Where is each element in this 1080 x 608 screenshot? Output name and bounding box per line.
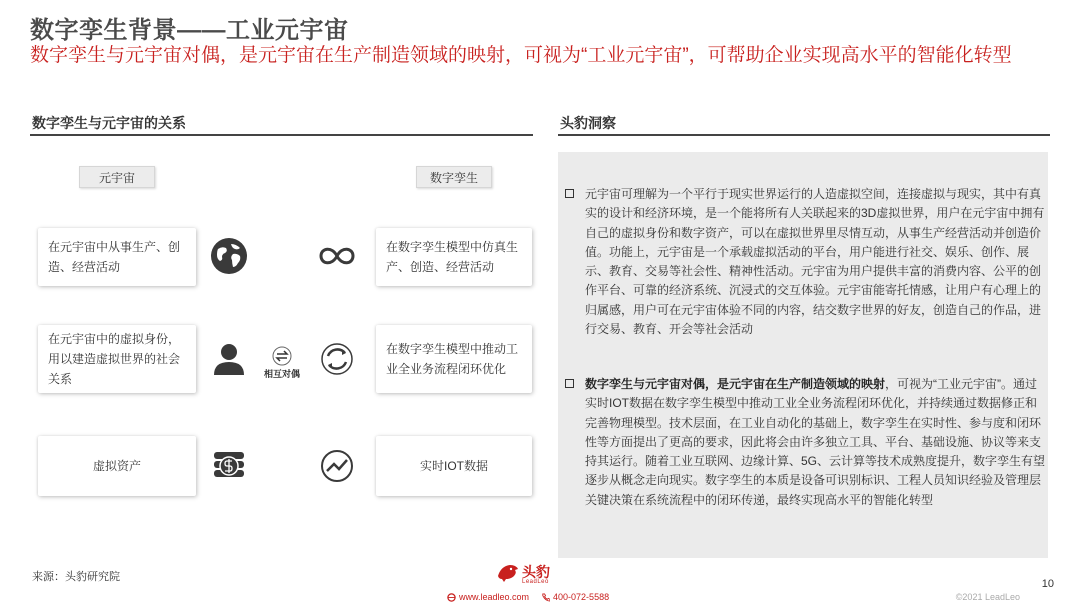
bullet-text — [565, 375, 1048, 510]
copyright: ©2021 LeadLeo — [955, 592, 1020, 602]
brand-subname: LeadLeo — [522, 579, 549, 585]
insight-bullet-digital-twin — [565, 375, 1048, 510]
insight-section-header: 头豹洞察 — [560, 115, 616, 131]
metaverse-card-identity — [38, 325, 196, 393]
website-link[interactable]: www.leadleo.com — [459, 592, 530, 602]
phone-number[interactable]: 400-072-5588 — [553, 592, 610, 602]
brand-name: 头豹 — [522, 564, 550, 580]
card-text: 在数字孪生模型中推动工业全业务流程闭环优化 — [386, 342, 519, 376]
card-text: 虚拟资产 — [92, 459, 141, 473]
card-text: 在元宇宙中从事生产、创造、经营活动 — [48, 240, 181, 274]
cycle-arrows-icon — [317, 339, 357, 379]
page-number: 10 — [1041, 578, 1054, 590]
mutual-label: 相互对偶 — [263, 369, 300, 379]
exchange-icon — [271, 345, 293, 367]
relationship-section-rule — [30, 134, 533, 136]
phone-icon — [541, 593, 550, 602]
twin-card-iot — [376, 436, 532, 496]
relationship-section-header: 数字孪生与元宇宙的关系 — [32, 115, 186, 131]
metaverse-label: 元宇宙 — [79, 166, 155, 188]
checkbox-bullet-icon — [565, 189, 574, 198]
trend-line-icon — [317, 446, 357, 486]
web-icon — [447, 593, 456, 602]
metaverse-card-production — [38, 228, 196, 286]
coins-icon — [209, 446, 249, 486]
digital-twin-label: 数字孪生 — [416, 166, 492, 188]
page-title: 数字孪生背景——工业元宇宙 — [30, 17, 349, 44]
mutual-relation — [258, 345, 306, 380]
card-text: 实时IOT数据 — [420, 459, 488, 473]
card-text: 在数字孪生模型中仿真生产、创造、经营活动 — [386, 240, 519, 274]
page-subtitle: 数字孪生与元宇宙对偶，是元宇宙在生产制造领域的映射，可视为“工业元宇宙”，可帮助企业实现高水平的智能化转型 — [30, 45, 1012, 66]
bullet-bold-text: 数字孪生与元宇宙对偶，是元宇宙在生产制造领域的映射 — [585, 377, 886, 391]
twin-card-simulation — [376, 228, 532, 286]
leopard-logo-icon — [496, 562, 520, 582]
metaverse-card-assets — [38, 436, 196, 496]
bullet-rest-text: ，可视为“工业元宇宙”。通过实时IOT数据在数字孪生模型中推动工业全业务流程闭环优化，并持续通过数据修正和完善物理模型。技术层面，在工业自动化的基础上，数字孪生在实时性、参与度和闭环性等方面提出了更高的要求，因此将会由许多独立工具、平台、基础设施、协议等来支持其运行。随着工业互联网、边缘计算、5G、云计算等技术成熟度提升，数字孪生有望逐步从概念走向现实。数字孪生的本质是设备可识别标识、工程人员知识经验及管理层关键决策在系统流程中的闭环传递，最终实现高水平的智能化转型 — [585, 377, 1046, 507]
person-icon — [209, 339, 249, 379]
footer-contact — [447, 592, 609, 602]
globe-icon — [209, 236, 249, 276]
source-note: 来源：头豹研究院 — [32, 571, 120, 583]
infinity-icon — [317, 236, 357, 276]
card-text: 在元宇宙中的虚拟身份，用以建造虚拟世界的社会关系 — [48, 332, 181, 386]
insight-section-rule — [558, 134, 1050, 136]
bullet-text: 元宇宙可理解为一个平行于现实世界运行的人造虚拟空间，连接虚拟与现实，其中有真实的设计和经济环境，是一个能将所有人关联起来的3D虚拟世界，用户在元宇宙中拥有自己的虚拟身份和数字资产，可以在虚拟世界里尽情互动，从事生产经营活动并创造价值。功能上，元宇宙是一个承载虚拟活动的平台，用户能进行社交、娱乐、创作、展示、教育、交易等社会性、精神性活动。元宇宙为用户提供丰富的消费内容、公平的创作平台、可靠的经济系统、沉浸式的交互体验。元宇宙能寄托情感，让用户有心理上的归属感，用户可在元宇宙体验不同的内容，结交数字世界的好友，创造自己的作品，进行交易、教育、开会等社会活动 — [585, 187, 1045, 337]
insight-bullet-metaverse — [565, 185, 1048, 339]
checkbox-bullet-icon — [565, 379, 574, 388]
twin-card-optimization — [376, 325, 532, 393]
